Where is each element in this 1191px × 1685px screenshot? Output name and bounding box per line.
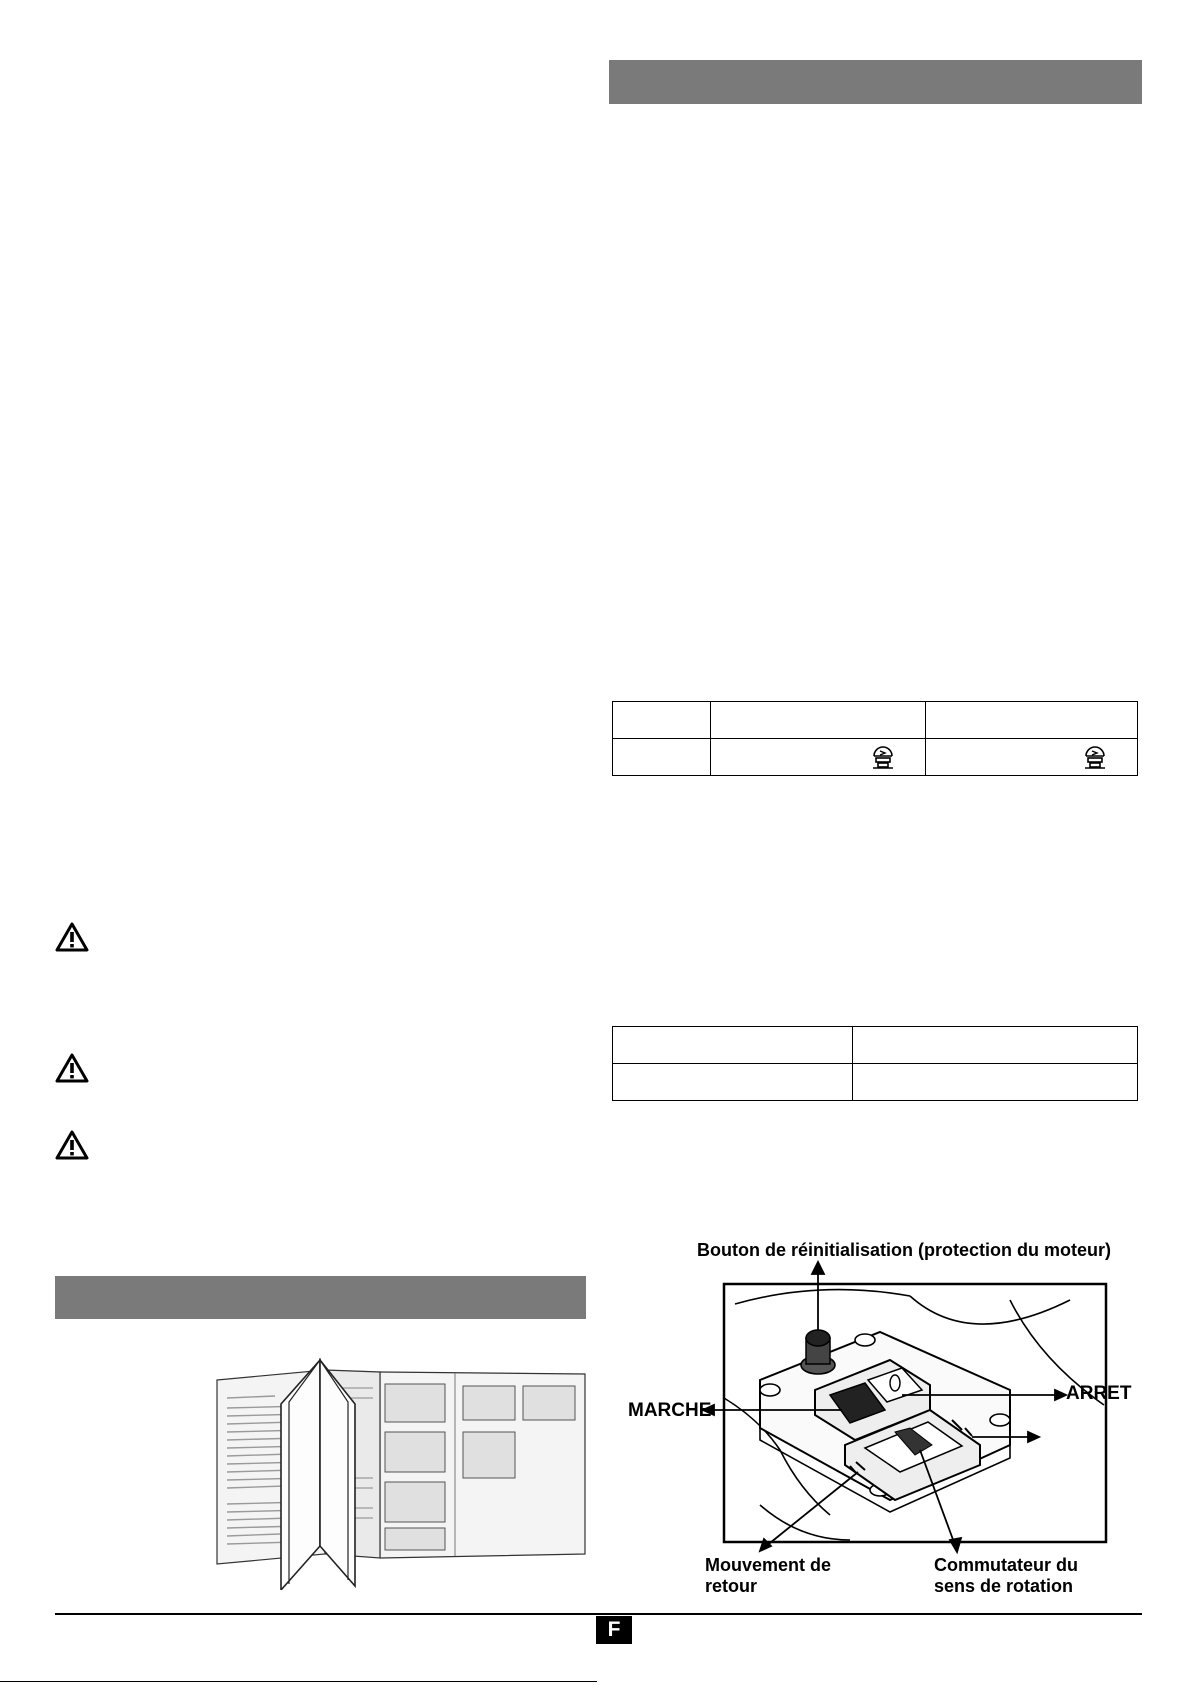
warning-icon [55, 1053, 89, 1083]
switch-panel-drawing [610, 1240, 1130, 1606]
table-row [613, 1027, 1138, 1064]
folded-manual-illustration [205, 1358, 588, 1590]
table-cell [613, 739, 711, 776]
reset-button-label: Bouton de réinitialisation (protection du moteur) [697, 1240, 1111, 1260]
switch-panel-diagram [610, 1240, 1130, 1606]
page-bottom-rule [0, 1681, 597, 1682]
section-header-bar-right [609, 60, 1142, 104]
warning-icon [55, 1130, 89, 1160]
table-cell [613, 1027, 853, 1064]
footer-rule [55, 1613, 1142, 1615]
table-cell [926, 739, 1138, 776]
table-cell [613, 702, 711, 739]
table-row [613, 739, 1138, 776]
table-cell [710, 739, 926, 776]
table-cell [852, 1064, 1137, 1101]
warning-icon [55, 922, 89, 952]
table-cell [613, 1064, 853, 1101]
language-badge: F [596, 1616, 632, 1644]
table-cell [926, 702, 1138, 739]
table-row [613, 702, 1138, 739]
reverse-motion-label: Mouvement de retour [705, 1555, 832, 1596]
rotation-switch-label: Commutateur du sens de rotation [934, 1555, 1078, 1596]
section-header-bar-left [55, 1276, 586, 1319]
drill-chuck-icon [871, 744, 895, 770]
table-cell [852, 1027, 1137, 1064]
table-row [613, 1064, 1138, 1101]
spec-table-2 [612, 1026, 1138, 1101]
table-cell [710, 702, 926, 739]
drill-chuck-icon [1083, 744, 1107, 770]
off-label: ARRET [1066, 1383, 1132, 1404]
spec-table-1 [612, 701, 1138, 776]
on-label: MARCHE [628, 1400, 712, 1421]
